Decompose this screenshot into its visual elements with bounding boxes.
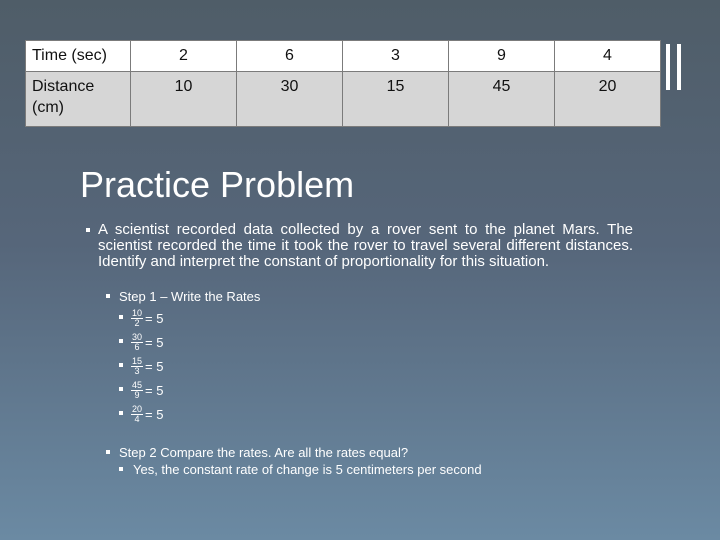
fraction: $\frac{30}{6}$ [132, 331, 143, 352]
bullet-square-icon [119, 363, 123, 367]
bullet-square-icon [119, 339, 123, 343]
bullet-square-icon [119, 467, 123, 471]
table-cell: 6 [237, 41, 343, 72]
rate-item: $\frac{30}{6}$ = 5 [132, 331, 164, 352]
problem-text: A scientist recorded data collected by a rover sent to the planet Mars. The scientist recorded the time it took the rover to travel several different distances. Identify and interpret the constant of proportionality for this situation. [98, 221, 633, 270]
bullet-square-icon [119, 387, 123, 391]
step1-label: Step 1 – Write the Rates [119, 289, 261, 304]
step2-answer: Yes, the constant rate of change is 5 centimeters per second [133, 462, 482, 477]
fraction: $\frac{45}{9}$ [132, 379, 143, 400]
data-table [25, 40, 661, 127]
table-row-time [26, 41, 661, 72]
table-cell: 30 [237, 72, 343, 127]
decorative-bar-right [677, 44, 681, 90]
table-cell: 10 [131, 72, 237, 127]
rate-item: $\frac{20}{4}$ = 5 [132, 403, 164, 424]
bullet-square-icon [119, 315, 123, 319]
slide-title: Practice Problem [80, 164, 355, 205]
table-row-distance [26, 72, 661, 127]
table-cell: 45 [449, 72, 555, 127]
table-cell: 20 [555, 72, 661, 127]
rate-item: $\frac{15}{3}$ = 5 [132, 355, 164, 376]
bullet-square-icon [86, 228, 90, 232]
rate-item: $\frac{10}{2}$ = 5 [132, 307, 164, 328]
row-header-distance: Distance (cm) [26, 72, 131, 127]
decorative-bar-left [666, 44, 670, 90]
step2-label: Step 2 Compare the rates. Are all the rates equal? [119, 445, 409, 460]
fraction: $\frac{20}{4}$ [132, 403, 143, 424]
table-cell: 9 [449, 41, 555, 72]
bullet-square-icon [119, 411, 123, 415]
bullet-square-icon [106, 294, 110, 298]
bullet-square-icon [106, 450, 110, 454]
fraction: $\frac{10}{2}$ [132, 307, 143, 328]
row-header-time: Time (sec) [26, 41, 131, 72]
rate-item: $\frac{45}{9}$ = 5 [132, 379, 164, 400]
table-cell: 4 [555, 41, 661, 72]
table-cell: 2 [131, 41, 237, 72]
fraction: $\frac{15}{3}$ [132, 355, 143, 376]
table-cell: 3 [343, 41, 449, 72]
table-cell: 15 [343, 72, 449, 127]
